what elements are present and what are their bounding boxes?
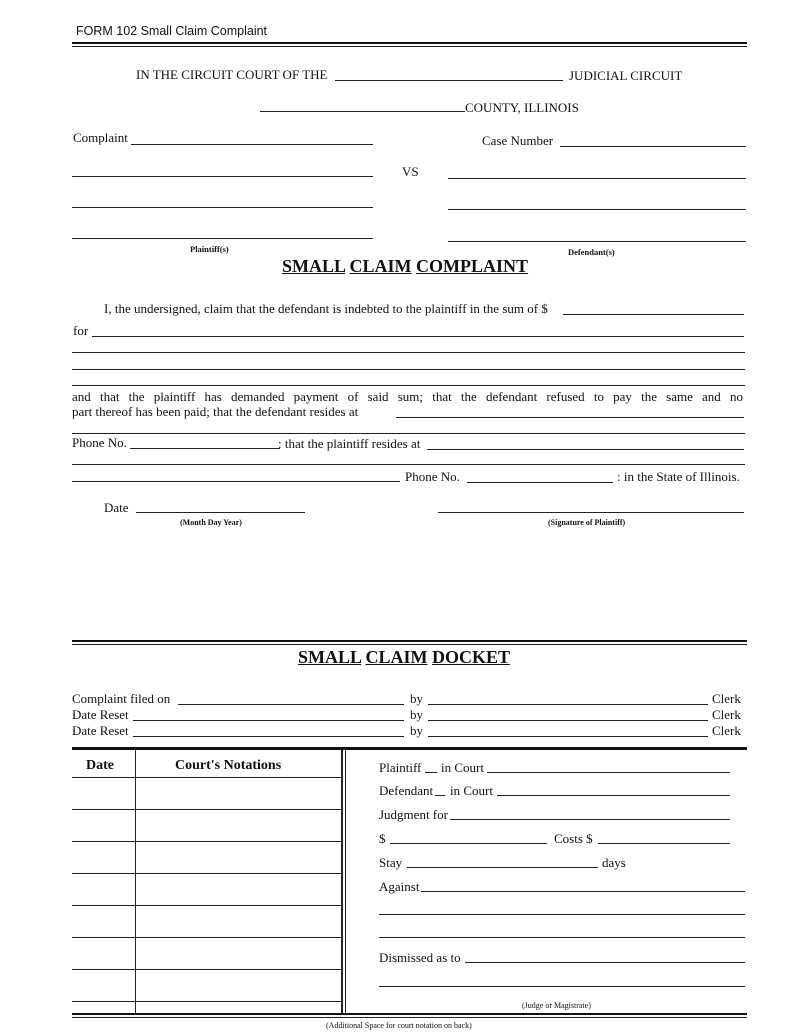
clerk-label: Clerk [712,691,741,706]
defendant-address-field[interactable] [396,417,744,418]
plaintiff-address-field[interactable] [427,449,744,450]
defendant-caption: Defendant(s) [568,247,615,257]
stay-field[interactable] [407,867,598,868]
complaint-label: Complaint [73,130,128,145]
defendant-in-court: in Court [450,783,493,798]
clerk-label: Clerk [712,723,741,738]
court-suffix: JUDICIAL CIRCUIT [569,68,683,83]
complaint-title: SMALL CLAIM COMPLAINT [282,256,529,276]
defendant-line[interactable] [448,241,746,242]
dollar-label: $ [379,831,386,846]
county-label: COUNTY, ILLINOIS [465,100,579,115]
date-caption: (Month Day Year) [180,518,242,527]
case-number-field[interactable] [560,146,746,147]
docket-title: SMALL CLAIM DOCKET [298,647,511,667]
judgment-field[interactable] [450,819,730,820]
judge-caption: (Judge or Magistrate) [522,1001,591,1010]
costs-field[interactable] [598,843,730,844]
form-label: FORM 102 Small Claim Complaint [76,24,268,38]
table-top-rule [72,747,747,750]
clerk-label: Clerk [712,707,741,722]
date-reset-field[interactable] [133,736,404,737]
date-column-header: Date [86,758,114,773]
days-label: days [602,855,626,870]
plaintiff-line[interactable] [72,176,373,177]
dismissed-label: Dismissed as to [379,950,461,965]
defendant-present-field[interactable] [435,795,445,796]
phone-label-2: Phone No. [405,469,460,484]
claim-amount-field[interactable] [563,314,744,315]
table-bottom-rule [72,1013,747,1015]
table-row[interactable] [72,937,341,938]
plaintiff-label: Plaintiff [379,760,422,775]
date-reset-label: Date Reset [72,707,129,722]
plaintiff-line[interactable] [72,238,373,239]
date-reset-label: Date Reset [72,723,129,738]
plaintiff-phone-field[interactable] [467,482,613,483]
defendant-line[interactable] [448,209,746,210]
complaint-filed-label: Complaint filed on [72,691,171,706]
docket-rule-thin [72,644,747,645]
for-line[interactable] [72,369,745,370]
table-row[interactable] [72,969,341,970]
table-row[interactable] [72,873,341,874]
judge-signature-field[interactable] [379,986,745,987]
by-field[interactable] [428,704,708,705]
table-row[interactable] [72,905,341,906]
plaintiff-address-line[interactable] [72,481,400,482]
by-field[interactable] [428,736,708,737]
against-field[interactable] [421,891,745,892]
costs-label: Costs $ [554,831,593,846]
circuit-field[interactable] [335,80,563,81]
for-field[interactable] [92,336,744,337]
state-text: : in the State of Illinois. [617,469,740,484]
plaintiff-in-court: in Court [441,760,484,775]
demand-text: and that the plaintiff has demanded payment of said sum; that the defendant refused to pay the same and no [72,389,743,404]
complaint-field[interactable] [131,144,373,145]
defendant-phone-field[interactable] [130,448,280,449]
defendant-address-line[interactable] [72,433,745,434]
defendant-court-field[interactable] [497,795,730,796]
by-label: by [410,691,423,706]
date-label: Date [104,500,129,515]
table-row[interactable] [72,1001,341,1002]
table-bottom-rule-thin [72,1017,747,1018]
plaintiff-line[interactable] [72,207,373,208]
table-divider [345,750,346,1013]
against-line[interactable] [379,937,745,938]
against-label: Against [379,879,420,894]
case-number-label: Case Number [482,133,554,148]
date-field[interactable] [136,512,305,513]
signature-caption: (Signature of Plaintiff) [548,518,626,527]
docket-rule [72,640,747,642]
by-field[interactable] [428,720,708,721]
table-divider [135,750,136,1013]
footer-note: (Additional Space for court notation on back) [326,1021,472,1030]
table-row[interactable] [72,841,341,842]
against-line[interactable] [379,914,745,915]
notations-column-header: Court's Notations [175,758,282,773]
plaintiff-resides-text: : that the plaintiff resides at [278,436,421,451]
by-label: by [410,723,423,738]
for-line[interactable] [72,385,745,386]
signature-field[interactable] [438,512,744,513]
table-row[interactable] [72,809,341,810]
header-rule-thin [72,46,747,47]
defendant-line[interactable] [448,178,746,179]
county-field[interactable] [260,111,465,112]
plaintiff-address-line[interactable] [72,464,745,465]
amount-field[interactable] [390,843,547,844]
dismissed-field[interactable] [465,962,745,963]
judgment-label: Judgment for [379,807,448,822]
demand-text-2: part thereof has been paid; that the defendant resides at [72,404,359,419]
plaintiff-court-field[interactable] [487,772,730,773]
date-reset-field[interactable] [133,720,404,721]
phone-label: Phone No. [72,435,127,450]
for-line[interactable] [72,352,745,353]
for-label: for [73,323,89,338]
claim-text: I, the undersigned, claim that the defendant is indebted to the plaintiff in the sum of $ [104,301,548,316]
complaint-filed-field[interactable] [178,704,404,705]
table-header-rule [72,777,341,778]
plaintiff-present-field[interactable] [425,772,437,773]
stay-label: Stay [379,855,403,870]
by-label: by [410,707,423,722]
defendant-label: Defendant [379,783,434,798]
table-divider [341,750,343,1013]
vs-label: VS [402,164,419,179]
court-prefix: IN THE CIRCUIT COURT OF THE [136,67,328,82]
header-rule [72,42,747,44]
plaintiff-caption: Plaintiff(s) [190,244,229,254]
